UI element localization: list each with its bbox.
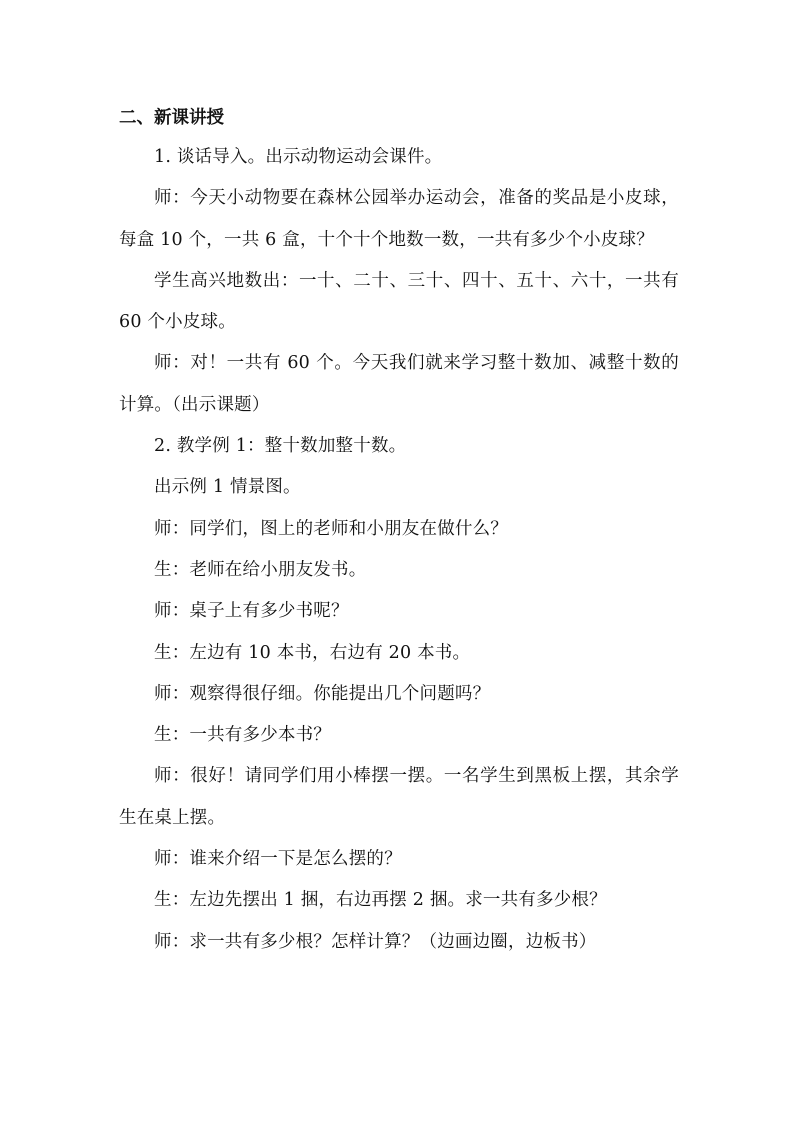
paragraph-dialogue: 生：左边有 10 本书，右边有 20 本书。 (154, 642, 471, 663)
paragraph-show-example: 出示例 1 情景图。 (154, 477, 301, 498)
paragraph-dialogue: 生：左边先摆出 1 捆，右边再摆 2 捆。求一共有多少根？ (154, 890, 607, 911)
paragraph-dialogue: 生：老师在给小朋友发书。 (154, 559, 367, 580)
paragraph-dialogue: 师：求一共有多少根？怎样计算？（边画边圈，边板书） (154, 931, 597, 952)
paragraph-dialogue: 师：谁来介绍一下是怎么摆的？ (154, 849, 402, 870)
lesson-content (119, 100, 679, 963)
paragraph-dialogue: 师：很好！请同学们用小棒摆一摆。一名学生到黑板上摆，其余学生在桌上摆。 (119, 766, 679, 828)
paragraph-teacher-topic: 师：对！一共有 60 个。今天我们就来学习整十数加、减整十数的计算。（出示课题） (119, 353, 679, 415)
section-heading: 二、新课讲授 (119, 108, 224, 128)
paragraph-dialogue: 生：一共有多少本书？ (154, 725, 331, 746)
paragraph-dialogue: 师：观察得很仔细。你能提出几个问题吗？ (154, 683, 491, 704)
paragraph-dialogue: 师：桌子上有多少书呢？ (154, 601, 349, 622)
paragraph-student-count: 学生高兴地数出：一十、二十、三十、四十、五十、六十，一共有 60 个小皮球。 (119, 270, 679, 333)
paragraph-intro: 1. 谈话导入。出示动物运动会课件。 (154, 147, 443, 167)
paragraph-dialogue: 师：同学们，图上的老师和小朋友在做什么？ (154, 518, 508, 539)
paragraph-example-title: 2. 教学例 1：整十数加整十数。 (154, 436, 407, 457)
paragraph-teacher-prompt: 师：今天小动物要在森林公园举办运动会，准备的奖品是小皮球，每盒 10 个，一共 6 盒，十个十个地数一数，一共有多少个小皮球？ (119, 188, 679, 250)
